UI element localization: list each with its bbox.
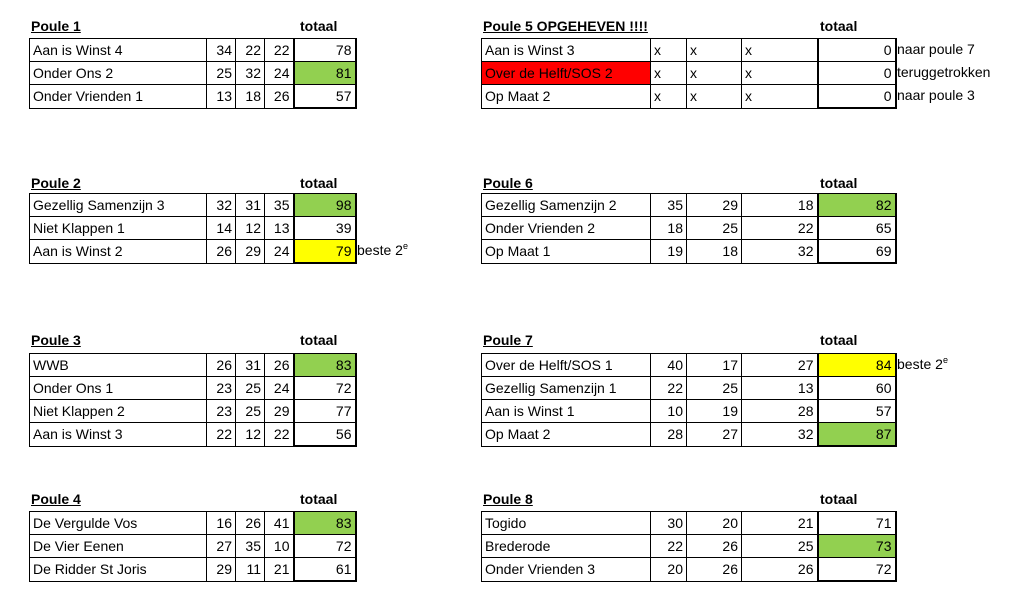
- table-row: [482, 400, 896, 423]
- table-row: [482, 354, 896, 377]
- score-2: 22: [236, 39, 265, 62]
- score-3: 35: [265, 194, 294, 217]
- total-score: 61: [294, 558, 356, 582]
- score-1: 32: [207, 194, 236, 217]
- score-3: 24: [265, 377, 294, 400]
- score-2: 29: [687, 194, 742, 217]
- team-name: Over de Helft/SOS 1: [482, 354, 651, 377]
- total-score: 65: [818, 217, 896, 240]
- poule-table: [29, 353, 357, 447]
- score-1: x: [651, 39, 687, 62]
- team-name: Op Maat 2: [482, 423, 651, 447]
- table-row: [482, 217, 896, 240]
- score-3: 13: [742, 377, 818, 400]
- total-header: totaal: [300, 491, 338, 507]
- table-row: [30, 512, 356, 535]
- total-score: 57: [818, 400, 896, 423]
- score-2: x: [687, 39, 742, 62]
- table-row: [482, 535, 896, 558]
- poule-title: Poule 4: [31, 491, 81, 507]
- score-1: 26: [207, 240, 236, 264]
- poule-title: Poule 8: [483, 491, 533, 507]
- score-1: 28: [651, 423, 687, 447]
- row-note: beste 2e: [357, 241, 408, 258]
- total-score: 87: [818, 423, 896, 447]
- table-row: [30, 423, 356, 447]
- total-score: 98: [294, 194, 356, 217]
- poule-table: [481, 511, 897, 582]
- score-2: 26: [687, 535, 742, 558]
- score-2: 25: [236, 377, 265, 400]
- row-note: beste 2e: [897, 355, 948, 372]
- score-3: 32: [742, 240, 818, 264]
- score-2: 31: [236, 354, 265, 377]
- score-3: 22: [265, 423, 294, 447]
- team-name: Over de Helft/SOS 2: [482, 62, 651, 85]
- score-1: 23: [207, 400, 236, 423]
- total-score: 84: [818, 354, 896, 377]
- row-note: teruggetrokken: [897, 64, 991, 80]
- score-1: 10: [651, 400, 687, 423]
- score-1: 22: [207, 423, 236, 447]
- total-score: 82: [818, 194, 896, 217]
- total-score: 0: [818, 39, 896, 62]
- score-1: 20: [651, 558, 687, 582]
- total-score: 69: [818, 240, 896, 264]
- score-2: 25: [687, 377, 742, 400]
- total-score: 39: [294, 217, 356, 240]
- score-1: 22: [651, 535, 687, 558]
- table-row: [482, 194, 896, 217]
- score-2: 18: [236, 85, 265, 109]
- table-row: [30, 535, 356, 558]
- team-name: Brederode: [482, 535, 651, 558]
- team-name: Onder Ons 1: [30, 377, 207, 400]
- score-3: 10: [265, 535, 294, 558]
- table-row: [30, 354, 356, 377]
- score-3: x: [742, 85, 818, 109]
- total-score: 81: [294, 62, 356, 85]
- score-2: 19: [687, 400, 742, 423]
- score-3: 21: [265, 558, 294, 582]
- score-1: 40: [651, 354, 687, 377]
- table-row: [482, 512, 896, 535]
- table-row: [482, 62, 896, 85]
- team-name: De Vier Eenen: [30, 535, 207, 558]
- total-header: totaal: [820, 332, 858, 348]
- table-row: [482, 85, 896, 109]
- score-3: x: [742, 62, 818, 85]
- team-name: Niet Klappen 2: [30, 400, 207, 423]
- score-1: 14: [207, 217, 236, 240]
- table-row: [30, 217, 356, 240]
- score-2: 26: [236, 512, 265, 535]
- poule-table: [29, 38, 357, 109]
- score-3: 26: [265, 354, 294, 377]
- score-2: 25: [687, 217, 742, 240]
- score-2: 32: [236, 62, 265, 85]
- score-3: 22: [742, 217, 818, 240]
- score-1: 29: [207, 558, 236, 582]
- total-score: 83: [294, 512, 356, 535]
- total-score: 72: [294, 377, 356, 400]
- score-3: 29: [265, 400, 294, 423]
- score-2: 18: [687, 240, 742, 264]
- score-3: 41: [265, 512, 294, 535]
- score-3: 26: [265, 85, 294, 109]
- total-score: 83: [294, 354, 356, 377]
- team-name: Aan is Winst 1: [482, 400, 651, 423]
- table-row: [482, 240, 896, 264]
- score-1: 18: [651, 217, 687, 240]
- score-1: 19: [651, 240, 687, 264]
- score-3: 28: [742, 400, 818, 423]
- team-name: Onder Vrienden 3: [482, 558, 651, 582]
- score-1: 34: [207, 39, 236, 62]
- score-3: 24: [265, 62, 294, 85]
- poule-table: [481, 353, 897, 447]
- score-2: 17: [687, 354, 742, 377]
- total-header: totaal: [300, 332, 338, 348]
- score-2: 12: [236, 423, 265, 447]
- table-row: [482, 423, 896, 447]
- score-1: 25: [207, 62, 236, 85]
- table-row: [30, 194, 356, 217]
- total-score: 77: [294, 400, 356, 423]
- score-1: 26: [207, 354, 236, 377]
- total-header: totaal: [820, 491, 858, 507]
- score-3: 13: [265, 217, 294, 240]
- team-name: Op Maat 1: [482, 240, 651, 264]
- total-score: 56: [294, 423, 356, 447]
- total-score: 60: [818, 377, 896, 400]
- total-score: 72: [294, 535, 356, 558]
- score-3: 21: [742, 512, 818, 535]
- score-1: 16: [207, 512, 236, 535]
- total-header: totaal: [300, 18, 338, 34]
- team-name: Gezellig Samenzijn 1: [482, 377, 651, 400]
- total-score: 71: [818, 512, 896, 535]
- team-name: Aan is Winst 3: [30, 423, 207, 447]
- poule-title: Poule 3: [31, 332, 81, 348]
- team-name: Niet Klappen 1: [30, 217, 207, 240]
- team-name: WWB: [30, 354, 207, 377]
- score-2: 29: [236, 240, 265, 264]
- total-score: 72: [818, 558, 896, 582]
- score-3: 32: [742, 423, 818, 447]
- team-name: Aan is Winst 4: [30, 39, 207, 62]
- table-row: [482, 558, 896, 582]
- score-2: 20: [687, 512, 742, 535]
- score-3: x: [742, 39, 818, 62]
- score-2: 31: [236, 194, 265, 217]
- poule-table: [481, 38, 897, 109]
- score-2: 27: [687, 423, 742, 447]
- row-note: naar poule 7: [897, 41, 975, 57]
- score-2: 35: [236, 535, 265, 558]
- score-1: 23: [207, 377, 236, 400]
- table-row: [30, 240, 356, 264]
- team-name: Onder Vrienden 1: [30, 85, 207, 109]
- team-name: Onder Ons 2: [30, 62, 207, 85]
- poule-title: Poule 5 OPGEHEVEN !!!!: [483, 18, 648, 34]
- score-3: 27: [742, 354, 818, 377]
- team-name: De Vergulde Vos: [30, 512, 207, 535]
- table-row: [30, 558, 356, 582]
- score-2: x: [687, 85, 742, 109]
- table-row: [30, 85, 356, 109]
- team-name: Gezellig Samenzijn 3: [30, 194, 207, 217]
- table-row: [30, 62, 356, 85]
- score-1: 30: [651, 512, 687, 535]
- team-name: Aan is Winst 3: [482, 39, 651, 62]
- score-1: 22: [651, 377, 687, 400]
- table-row: [482, 377, 896, 400]
- poule-title: Poule 2: [31, 175, 81, 191]
- total-header: totaal: [820, 18, 858, 34]
- table-row: [30, 39, 356, 62]
- score-3: 18: [742, 194, 818, 217]
- poule-table: [481, 193, 897, 264]
- score-3: 25: [742, 535, 818, 558]
- poule-title: Poule 7: [483, 332, 533, 348]
- score-1: x: [651, 62, 687, 85]
- team-name: Aan is Winst 2: [30, 240, 207, 264]
- total-score: 0: [818, 62, 896, 85]
- row-note: naar poule 3: [897, 87, 975, 103]
- team-name: Togido: [482, 512, 651, 535]
- score-3: 26: [742, 558, 818, 582]
- total-score: 57: [294, 85, 356, 109]
- table-row: [30, 377, 356, 400]
- score-2: 11: [236, 558, 265, 582]
- total-score: 0: [818, 85, 896, 109]
- team-name: Op Maat 2: [482, 85, 651, 109]
- score-1: 35: [651, 194, 687, 217]
- score-1: 27: [207, 535, 236, 558]
- score-2: 12: [236, 217, 265, 240]
- poule-title: Poule 6: [483, 175, 533, 191]
- score-3: 22: [265, 39, 294, 62]
- score-2: 25: [236, 400, 265, 423]
- total-header: totaal: [820, 175, 858, 191]
- total-score: 79: [294, 240, 356, 264]
- table-row: [482, 39, 896, 62]
- score-2: x: [687, 62, 742, 85]
- poule-title: Poule 1: [31, 18, 81, 34]
- poule-table: [29, 511, 357, 582]
- score-1: x: [651, 85, 687, 109]
- total-header: totaal: [300, 175, 338, 191]
- team-name: De Ridder St Joris: [30, 558, 207, 582]
- team-name: Onder Vrienden 2: [482, 217, 651, 240]
- score-1: 13: [207, 85, 236, 109]
- total-score: 78: [294, 39, 356, 62]
- poule-table: [29, 193, 357, 264]
- team-name: Gezellig Samenzijn 2: [482, 194, 651, 217]
- table-row: [30, 400, 356, 423]
- score-2: 26: [687, 558, 742, 582]
- total-score: 73: [818, 535, 896, 558]
- score-3: 24: [265, 240, 294, 264]
